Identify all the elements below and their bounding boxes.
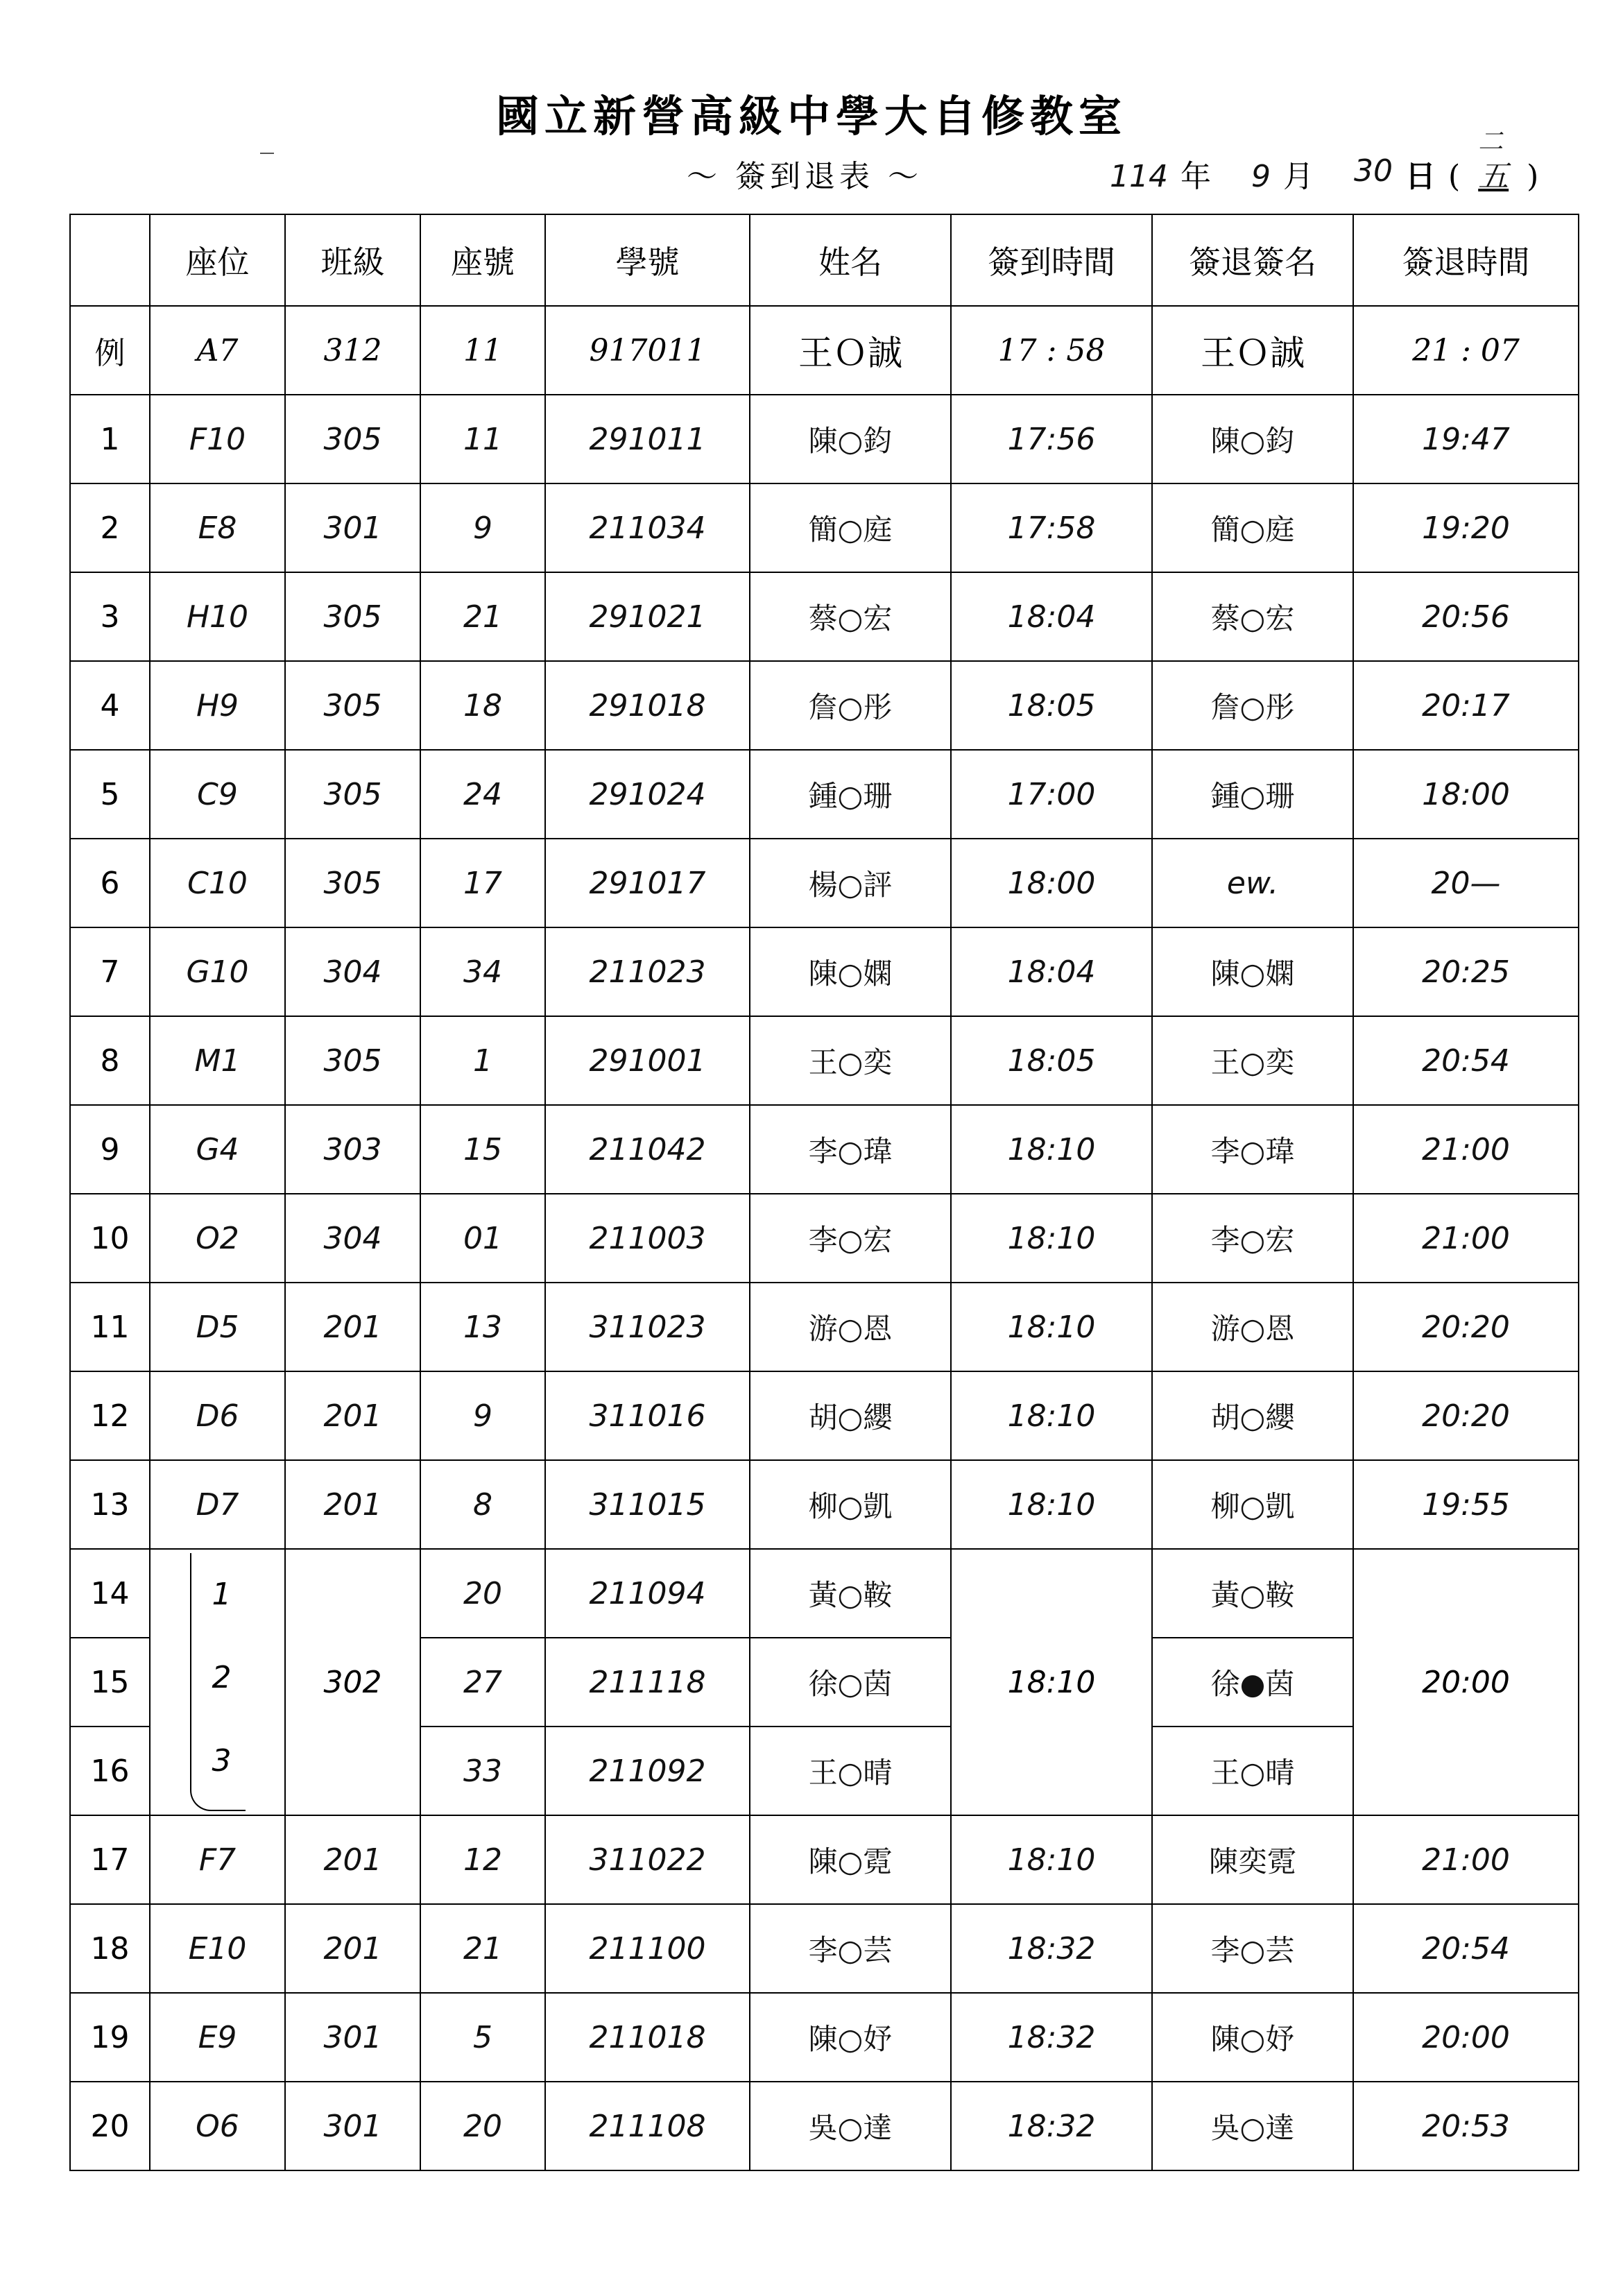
- student-id-cell: 211003: [545, 1194, 750, 1283]
- sign-in-cell: 18:32: [951, 1993, 1152, 2082]
- example-row: [70, 306, 1579, 395]
- group-bracket: [190, 1553, 246, 1811]
- table-row: [70, 1549, 1579, 1638]
- sign-out-cell: 19:47: [1353, 395, 1579, 483]
- class-cell: 305: [285, 572, 420, 661]
- table-row: [70, 1016, 1579, 1105]
- name-cell: 陳○霓: [750, 1815, 951, 1904]
- example-name: 王Ｏ誠: [750, 306, 951, 395]
- weekday: [1472, 128, 1514, 196]
- date-day: 30: [1353, 153, 1393, 189]
- row-number: 17: [70, 1815, 150, 1904]
- student-id-cell: 211018: [545, 1993, 750, 2082]
- col-sign-in-time: 簽到時間: [951, 214, 1152, 306]
- sign-out-cell: 20—: [1353, 839, 1579, 927]
- seat-cell: E10: [150, 1904, 285, 1993]
- sign-out-cell: 18:00: [1353, 750, 1579, 839]
- name-cell: 陳○妤: [750, 1993, 951, 2082]
- student-id-cell: 291021: [545, 572, 750, 661]
- group-seat-3: 3: [212, 1743, 232, 1779]
- student-id-cell: 311023: [545, 1283, 750, 1371]
- name-cell: 簡○庭: [750, 483, 951, 572]
- group-seat-cell: [150, 1549, 285, 1815]
- seat-cell: F7: [150, 1815, 285, 1904]
- seat-cell: H10: [150, 572, 285, 661]
- student-id-cell: 291024: [545, 750, 750, 839]
- name-cell: 鍾○珊: [750, 750, 951, 839]
- example-sign-out: 21 : 07: [1353, 306, 1579, 395]
- col-sign-out-name: 簽退簽名: [1152, 214, 1353, 306]
- subtitle: ～ 簽到退表 ～: [687, 159, 922, 194]
- scan-mark: [260, 153, 274, 154]
- sign-in-cell: 18:10: [951, 1194, 1152, 1283]
- group-sign-out-cell: 20:00: [1353, 1549, 1579, 1815]
- sign-in-cell: 18:10: [951, 1371, 1152, 1460]
- seat-cell: G4: [150, 1105, 285, 1194]
- sign-out-cell: 20:00: [1353, 1993, 1579, 2082]
- seat-no-cell: 18: [420, 661, 545, 750]
- seat-cell: D7: [150, 1460, 285, 1549]
- weekday-open: (: [1448, 159, 1461, 194]
- seat-no-cell: 01: [420, 1194, 545, 1283]
- sign-out-cell: 20:20: [1353, 1283, 1579, 1371]
- sign-out-name-cell: 陳○妤: [1152, 1993, 1353, 2082]
- class-cell: 201: [285, 1904, 420, 1993]
- seat-no-cell: 1: [420, 1016, 545, 1105]
- example-sign-out-name: 王Ｏ誠: [1152, 306, 1353, 395]
- sign-out-name-cell: 陳○鈞: [1152, 395, 1353, 483]
- col-name: 姓名: [750, 214, 951, 306]
- name-cell: 游○恩: [750, 1283, 951, 1371]
- table-row: [70, 1105, 1579, 1194]
- student-id-cell: 291001: [545, 1016, 750, 1105]
- student-id-cell: 291011: [545, 395, 750, 483]
- sign-out-name-cell: 李○宏: [1152, 1194, 1353, 1283]
- sign-out-name-cell: 游○恩: [1152, 1283, 1353, 1371]
- seat-no-cell: 21: [420, 1904, 545, 1993]
- row-number: 18: [70, 1904, 150, 1993]
- sign-out-cell: 20:54: [1353, 1016, 1579, 1105]
- student-id-cell: 211092: [545, 1727, 750, 1815]
- seat-cell: D5: [150, 1283, 285, 1371]
- row-number: 20: [70, 2082, 150, 2170]
- sign-out-name-cell: 李○瑋: [1152, 1105, 1353, 1194]
- seat-no-cell: 20: [420, 2082, 545, 2170]
- class-cell: 304: [285, 927, 420, 1016]
- row-number: 19: [70, 1993, 150, 2082]
- class-cell: 201: [285, 1815, 420, 1904]
- seat-no-cell: 20: [420, 1549, 545, 1638]
- sign-out-cell: 20:20: [1353, 1371, 1579, 1460]
- sign-out-name-cell: 吳○達: [1152, 2082, 1353, 2170]
- sign-out-cell: 20:56: [1353, 572, 1579, 661]
- seat-no-cell: 21: [420, 572, 545, 661]
- example-seat-no: 11: [420, 306, 545, 395]
- seat-no-cell: 24: [420, 750, 545, 839]
- sign-in-cell: 18:32: [951, 2082, 1152, 2170]
- class-cell: 201: [285, 1283, 420, 1371]
- sign-out-name-cell: 陳○嫻: [1152, 927, 1353, 1016]
- name-cell: 蔡○宏: [750, 572, 951, 661]
- student-id-cell: 211042: [545, 1105, 750, 1194]
- row-number: 3: [70, 572, 150, 661]
- row-number: 15: [70, 1638, 150, 1727]
- sign-out-cell: 20:17: [1353, 661, 1579, 750]
- student-id-cell: 211034: [545, 483, 750, 572]
- header-row: [70, 214, 1579, 306]
- seat-cell: O6: [150, 2082, 285, 2170]
- sign-out-name-cell: 徐●茵: [1152, 1638, 1353, 1727]
- col-sign-out-time: 簽退時間: [1353, 214, 1579, 306]
- row-number: 5: [70, 750, 150, 839]
- student-id-cell: 311022: [545, 1815, 750, 1904]
- date-month: 9: [1251, 159, 1271, 194]
- name-cell: 王○晴: [750, 1727, 951, 1815]
- class-cell: 303: [285, 1105, 420, 1194]
- seat-no-cell: 34: [420, 927, 545, 1016]
- seat-no-cell: 33: [420, 1727, 545, 1815]
- sign-out-cell: 19:20: [1353, 483, 1579, 572]
- seat-cell: O2: [150, 1194, 285, 1283]
- sign-in-cell: 18:05: [951, 1016, 1152, 1105]
- class-cell: 201: [285, 1371, 420, 1460]
- sign-in-cell: 17:00: [951, 750, 1152, 839]
- sign-in-cell: 18:04: [951, 927, 1152, 1016]
- row-number: 13: [70, 1460, 150, 1549]
- row-number: 16: [70, 1727, 150, 1815]
- sign-out-name-cell: 詹○彤: [1152, 661, 1353, 750]
- sign-out-name-cell: 陳奕霓: [1152, 1815, 1353, 1904]
- name-cell: 陳○嫻: [750, 927, 951, 1016]
- name-cell: 李○芸: [750, 1904, 951, 1993]
- sign-out-cell: 21:00: [1353, 1105, 1579, 1194]
- table-row: [70, 661, 1579, 750]
- table-row: [70, 2082, 1579, 2170]
- group-seat-1: 1: [212, 1577, 232, 1612]
- weekday-crossed: 五: [1478, 159, 1509, 194]
- seat-cell: D6: [150, 1371, 285, 1460]
- group-sign-in-cell: 18:10: [951, 1549, 1152, 1815]
- date-month-unit: 月: [1282, 159, 1314, 194]
- class-cell: 301: [285, 2082, 420, 2170]
- seat-no-cell: 11: [420, 395, 545, 483]
- seat-no-cell: 9: [420, 1371, 545, 1460]
- example-seat: A7: [150, 306, 285, 395]
- example-class: 312: [285, 306, 420, 395]
- row-number: 12: [70, 1371, 150, 1460]
- name-cell: 李○瑋: [750, 1105, 951, 1194]
- seat-cell: C9: [150, 750, 285, 839]
- date-line: [1110, 128, 1539, 196]
- sign-out-name-cell: 蔡○宏: [1152, 572, 1353, 661]
- class-cell: 301: [285, 483, 420, 572]
- student-id-cell: 211094: [545, 1549, 750, 1638]
- sign-out-name-cell: 李○芸: [1152, 1904, 1353, 1993]
- name-cell: 黃○鞍: [750, 1549, 951, 1638]
- table-row: [70, 1815, 1579, 1904]
- student-id-cell: 291017: [545, 839, 750, 927]
- example-label: 例: [70, 306, 150, 395]
- sign-in-cell: 17:58: [951, 483, 1152, 572]
- sign-in-cell: 18:05: [951, 661, 1152, 750]
- row-number: 4: [70, 661, 150, 750]
- sign-out-name-cell: 胡○纓: [1152, 1371, 1353, 1460]
- date-day-unit: 日: [1405, 159, 1436, 194]
- name-cell: 詹○彤: [750, 661, 951, 750]
- col-student-id: 學號: [545, 214, 750, 306]
- row-number: 2: [70, 483, 150, 572]
- table-row: [70, 1904, 1579, 1993]
- sign-out-name-cell: 王○晴: [1152, 1727, 1353, 1815]
- row-number: 11: [70, 1283, 150, 1371]
- student-id-cell: 211118: [545, 1638, 750, 1727]
- seat-no-cell: 17: [420, 839, 545, 927]
- col-seat: 座位: [150, 214, 285, 306]
- sign-out-cell: 21:00: [1353, 1194, 1579, 1283]
- weekday-close: ): [1527, 159, 1539, 194]
- sign-out-name-cell: 柳○凱: [1152, 1460, 1353, 1549]
- class-cell: 304: [285, 1194, 420, 1283]
- seat-no-cell: 15: [420, 1105, 545, 1194]
- seat-no-cell: 5: [420, 1993, 545, 2082]
- example-student-id: 917011: [545, 306, 750, 395]
- name-cell: 柳○凱: [750, 1460, 951, 1549]
- sign-in-out-table: [69, 214, 1579, 2171]
- seat-no-cell: 27: [420, 1638, 545, 1727]
- table-row: [70, 1194, 1579, 1283]
- sign-in-cell: 18:04: [951, 572, 1152, 661]
- class-cell: 305: [285, 839, 420, 927]
- table-row: [70, 1283, 1579, 1371]
- name-cell: 楊○評: [750, 839, 951, 927]
- name-cell: 李○宏: [750, 1194, 951, 1283]
- student-id-cell: 311015: [545, 1460, 750, 1549]
- row-number: 8: [70, 1016, 150, 1105]
- seat-no-cell: 9: [420, 483, 545, 572]
- col-seat-no: 座號: [420, 214, 545, 306]
- seat-no-cell: 12: [420, 1815, 545, 1904]
- seat-cell: F10: [150, 395, 285, 483]
- row-number: 6: [70, 839, 150, 927]
- row-number: 7: [70, 927, 150, 1016]
- class-cell: 301: [285, 1993, 420, 2082]
- sign-in-cell: 18:10: [951, 1460, 1152, 1549]
- student-id-cell: 211100: [545, 1904, 750, 1993]
- seat-cell: G10: [150, 927, 285, 1016]
- sign-out-name-cell: ew.: [1152, 839, 1353, 927]
- sign-in-cell: 17:56: [951, 395, 1152, 483]
- weekday-corrected: 二: [1478, 128, 1504, 156]
- sign-out-cell: 19:55: [1353, 1460, 1579, 1549]
- sign-in-cell: 18:32: [951, 1904, 1152, 1993]
- group-seat-2: 2: [212, 1660, 232, 1695]
- sign-out-cell: 20:53: [1353, 2082, 1579, 2170]
- sign-out-name-cell: 王○奕: [1152, 1016, 1353, 1105]
- seat-no-cell: 13: [420, 1283, 545, 1371]
- sign-in-cell: 18:10: [951, 1283, 1152, 1371]
- seat-cell: E9: [150, 1993, 285, 2082]
- name-cell: 王○奕: [750, 1016, 951, 1105]
- student-id-cell: 211108: [545, 2082, 750, 2170]
- sign-in-cell: 18:10: [951, 1815, 1152, 1904]
- table-row: [70, 1993, 1579, 2082]
- sign-in-cell: 18:00: [951, 839, 1152, 927]
- class-cell: 305: [285, 661, 420, 750]
- table-row: [70, 572, 1579, 661]
- table-row: [70, 1460, 1579, 1549]
- sign-out-name-cell: 鍾○珊: [1152, 750, 1353, 839]
- col-index: [70, 214, 150, 306]
- table-row: [70, 750, 1579, 839]
- table-row: [70, 1371, 1579, 1460]
- table-row: [70, 395, 1579, 483]
- col-class: 班級: [285, 214, 420, 306]
- sign-out-name-cell: 簡○庭: [1152, 483, 1353, 572]
- table-row: [70, 483, 1579, 572]
- class-cell: 305: [285, 750, 420, 839]
- page-title: 國立新營高級中學大自修教室: [495, 91, 1127, 142]
- sign-out-cell: 20:54: [1353, 1904, 1579, 1993]
- sign-out-cell: 21:00: [1353, 1815, 1579, 1904]
- student-id-cell: 311016: [545, 1371, 750, 1460]
- name-cell: 陳○鈞: [750, 395, 951, 483]
- sign-in-cell: 18:10: [951, 1105, 1152, 1194]
- sign-out-cell: 20:25: [1353, 927, 1579, 1016]
- class-cell: 305: [285, 1016, 420, 1105]
- seat-cell: C10: [150, 839, 285, 927]
- seat-cell: H9: [150, 661, 285, 750]
- table-row: [70, 927, 1579, 1016]
- name-cell: 徐○茵: [750, 1638, 951, 1727]
- seat-cell: E8: [150, 483, 285, 572]
- student-id-cell: 211023: [545, 927, 750, 1016]
- row-number: 9: [70, 1105, 150, 1194]
- name-cell: 胡○纓: [750, 1371, 951, 1460]
- row-number: 10: [70, 1194, 150, 1283]
- row-number: 14: [70, 1549, 150, 1638]
- date-year-unit: 年: [1180, 159, 1211, 194]
- subtitle-row: [687, 151, 922, 200]
- group-class-cell: 302: [285, 1549, 420, 1815]
- class-cell: 305: [285, 395, 420, 483]
- sign-out-name-cell: 黃○鞍: [1152, 1549, 1353, 1638]
- row-number: 1: [70, 395, 150, 483]
- student-id-cell: 291018: [545, 661, 750, 750]
- class-cell: 201: [285, 1460, 420, 1549]
- date-year: 114: [1110, 159, 1168, 194]
- table-row: [70, 839, 1579, 927]
- seat-no-cell: 8: [420, 1460, 545, 1549]
- example-sign-in: 17 : 58: [951, 306, 1152, 395]
- seat-cell: M1: [150, 1016, 285, 1105]
- name-cell: 吳○達: [750, 2082, 951, 2170]
